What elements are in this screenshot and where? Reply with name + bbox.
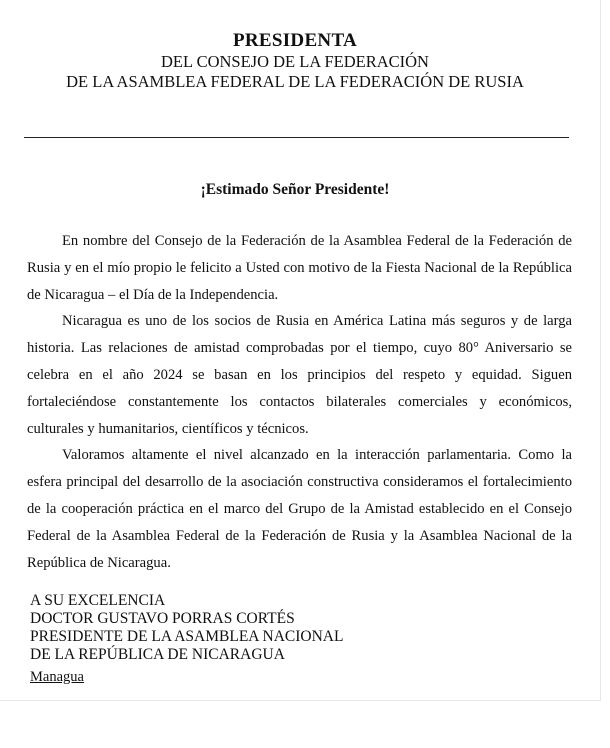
letter-body [27, 228, 572, 576]
salutation: ¡Estimado Señor Presidente! [200, 181, 390, 198]
address-city: Managua [30, 669, 84, 685]
address-line-2: DOCTOR GUSTAVO PORRAS CORTÉS [30, 610, 295, 627]
letterhead-title: PRESIDENTA [232, 30, 358, 51]
address-line-1: A SU EXCELENCIA [30, 592, 166, 609]
body-paragraph-1: En nombre del Consejo de la Federación de la Asamblea Federal de la Federación de Rusia y en el mío propio le felicito a Usted con motivo de la Fiesta Nacional de la República de Nicaragua – el Día de la Independencia. [27, 233, 572, 303]
letterhead-line-1: DEL CONSEJO DE LA FEDERACIÓN [161, 52, 429, 71]
recipient-address [30, 592, 550, 686]
body-paragraph-2: Nicaragua es uno de los socios de Rusia en América Latina más seguros y de larga historia. Las relaciones de amistad comprobadas por el tiempo, cuyo 80° Aniversario se celebra en el año 2024 se basan en los principios del respeto y equidad. Siguen fortaleciéndose constantemente los contactos bilaterales comerciales y económicos, culturales y humanitarios, científicos y técnicos. [27, 313, 572, 437]
letterhead-line-2: DE LA ASAMBLEA FEDERAL DE LA FEDERACIÓN DE RUSIA [66, 72, 524, 91]
body-paragraph-3: Valoramos altamente el nivel alcanzado en la interacción parlamentaria. Como la esfera principal del desarrollo de la asociación constructiva consideramos el fortalecimiento de la cooperación práctica en el marco del Grupo de la Amistad establecido en el Consejo Federal de la Asamblea Federal de la Federación de Rusia y la Asamblea Nacional de la República de Nicaragua. [27, 447, 572, 571]
address-line-3: PRESIDENTE DE LA ASAMBLEA NACIONAL [30, 628, 344, 645]
letterhead-divider [24, 137, 569, 138]
letterhead [0, 30, 590, 92]
address-line-4: DE LA REPÚBLICA DE NICARAGUA [30, 646, 285, 663]
